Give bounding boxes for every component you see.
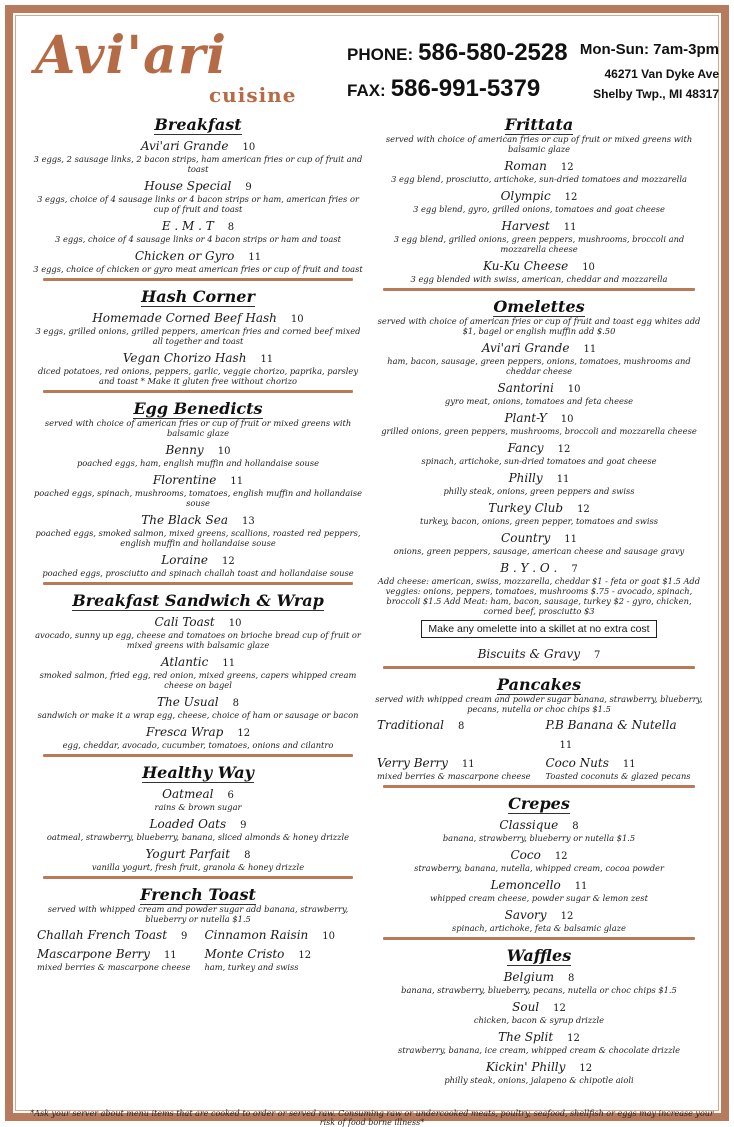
menu-item [33,691,363,720]
item-description: sandwich or make it a wrap egg, cheese, choice of ham or sausage or bacon [37,710,359,720]
section-note: served with choice of american fries or cup of fruit or mixed greens with balsamic glaze [44,418,352,438]
menu-item [373,643,705,662]
item-price: 11 [564,534,577,545]
section-divider [43,390,353,393]
item-price: 11 [563,222,577,233]
menu-item [377,752,533,781]
item-price: 11 [163,950,177,961]
section-title-text: Waffles [506,946,572,965]
menu-item [373,497,705,526]
menu-item [33,347,363,386]
item-description: smoked salmon, fried egg, red onion, mixed greens, capers whipped cream cheese on bagel [39,670,357,690]
menu-item [33,509,363,548]
menu-section [33,278,363,386]
item-price: 7 [571,564,578,575]
item-description: philly steak, onions, green peppers and swiss [443,486,635,496]
item-name: Yogurt Parfait [145,847,231,861]
item-price: 8 [227,222,235,233]
item-pair-row [33,924,363,943]
item-description: 3 eggs, choice of 4 sausage links or 4 bacon strips or ham, american fries or cup of fruit and toast [37,194,359,214]
item-name: Philly [508,471,543,485]
menu-item [545,752,701,781]
item-description: philly steak, onions, jalapeno & chipotle aioli [444,1075,634,1085]
item-name: Traditional [377,718,445,732]
item-description: ham, bacon, sausage, green peppers, onions, tomatoes, mushrooms and cheddar cheese [387,356,691,376]
item-name: Challah French Toast [37,928,168,942]
item-name: P.B Banana & Nutella [545,718,677,732]
item-description: Toasted coconuts & glazed pecans [545,771,691,781]
item-description: turkey, bacon, onions, green pepper, tomatoes and swiss [419,516,659,526]
menu-item [33,307,363,346]
section-title [33,397,363,418]
menu-item [373,185,705,214]
item-name: Fresca Wrap [145,725,224,739]
menu-item [33,245,363,274]
item-description: poached eggs, ham, english muffin and hollandaise souse [76,458,320,468]
item-name: Monte Cristo [204,947,285,961]
item-price: 12 [564,192,578,203]
item-price: 11 [583,344,597,355]
item-name: Country [501,531,551,545]
item-price: 13 [242,516,255,527]
item-name: Homemade Corned Beef Hash [92,311,277,325]
menu-item [373,966,705,995]
item-name: The Split [498,1030,554,1044]
section-title [33,113,363,134]
item-name: Avi'ari Grande [140,139,229,153]
section-title [33,285,363,306]
item-description: banana, strawberry, blueberry or nutella $1.5 [442,833,636,843]
item-description: chicken, bacon & syrup drizzle [473,1015,605,1025]
section-title-text: Pancakes [497,675,581,694]
menu-item [373,255,705,284]
item-price: 9 [240,820,247,831]
menu-section [373,666,705,781]
phone-label: PHONE: [347,45,414,64]
item-name: Plant-Y [504,411,547,425]
item-description: gyro meat, onions, tomatoes and feta cheese [444,396,634,406]
menu-item [373,155,705,184]
section-title-text: Breakfast Sandwich & Wrap [72,591,324,610]
menu-item [33,549,363,578]
fax-line [347,75,540,103]
item-description: spinach, artichoke, feta & balsamic glaze [452,923,626,933]
section-note: served with choice of american fries or cup of fruit and toast egg whites add $1, bagel or english muffin add $.50 [377,316,701,336]
item-price: 9 [245,182,252,193]
item-price: 11 [574,881,588,892]
menu-item [373,874,705,903]
item-name: Vegan Chorizo Hash [122,351,247,365]
menu-item [373,844,705,873]
item-price: 10 [217,446,231,457]
item-name: Olympic [500,189,551,203]
menu-item [377,714,533,752]
item-name: Classique [499,818,559,832]
logo-main: Avi'ari [35,25,227,86]
phone-line [347,39,568,67]
item-price: 9 [181,931,188,942]
item-name: Florentine [152,473,217,487]
item-description: whipped cream cheese, powder sugar & lemon zest [430,893,648,903]
item-price: 10 [242,142,256,153]
item-name: Cinnamon Raisin [204,928,309,942]
item-description: ham, turkey and swiss [204,962,299,972]
section-title [33,761,363,782]
item-description: 3 eggs, 2 sausage links, 2 bacon strips, ham american fries or cup of fruit and toast [33,154,363,174]
item-price: 11 [461,759,475,770]
item-name: The Black Sea [141,513,228,527]
phone-number[interactable]: 586-580-2528 [418,39,568,66]
section-title [33,589,363,610]
section-title [33,883,363,904]
menu-item [33,135,363,174]
item-name: Belgium [503,970,554,984]
menu-item [33,843,363,872]
item-name: Coco Nuts [545,756,609,770]
item-price: 11 [622,759,636,770]
item-description: poached eggs, spinach, mushrooms, tomatoes, english muffin and hollandaise souse [33,488,363,508]
menu-section [33,876,363,972]
menu-section [33,113,363,274]
item-description: 3 eggs, choice of chicken or gyro meat american fries or cup of fruit and toast [33,264,363,274]
item-price: 12 [567,1033,580,1044]
skillet-note: Make any omelette into a skillet at no extra cost [421,620,656,638]
menu-item [373,1026,705,1055]
item-price: 10 [567,384,581,395]
item-price: 12 [577,504,590,515]
item-description: diced potatoes, red onions, peppers, garlic, veggie chorizo, paprika, parsley and toast * Make it gluten free without chorizo [37,366,359,386]
menu-item [37,943,192,972]
item-price: 11 [222,658,236,669]
menu-item [33,651,363,690]
item-name: Atlantic [160,655,209,669]
item-price: 8 [232,698,239,709]
item-description: poached eggs, prosciutto and spinach challah toast and hollandaise souse [42,568,354,578]
item-name: Turkey Club [488,501,564,515]
section-divider [43,754,353,757]
item-name: Loraine [161,553,209,567]
item-name: Roman [504,159,547,173]
item-name: Cali Toast [154,615,215,629]
item-description: mixed berries & mascarpone cheese [377,771,531,781]
menu-item [373,1056,705,1085]
item-price: 12 [222,556,235,567]
header [25,21,719,111]
menu-item [373,437,705,466]
item-price: 12 [554,851,568,862]
address-line1: 46271 Van Dyke Ave [604,67,719,81]
section-divider [43,876,353,879]
item-price: 12 [560,162,574,173]
item-price: 12 [298,950,312,961]
menu-section [373,937,705,1085]
section-divider [383,785,695,788]
footer-disclaimer: *Ask your server about menu items that are cooked to order or served raw. Consuming raw or undercooked meats, poultry, seafood, shellfish or eggs may increase your risk of food borne illness* [30,1109,714,1127]
item-price: 11 [248,252,262,263]
item-name: Verry Berry [377,756,448,770]
section-title-text: Healthy Way [142,763,254,782]
item-description: Add cheese: american, swiss, mozzarella, cheddar $1 - feta or goat $1.5 Add veggies: onions, peppers, tomatoes, mushrooms $.75 - avocado, spinach, broccoli $1.5 Add Meat: ham, bacon, sausage, turkey $2 - gyro, chicken, corned beef, prosciutto $3 [377,576,701,616]
item-pair-row [373,714,705,752]
menu-item [373,814,705,843]
item-name: Kickin' Philly [485,1060,566,1074]
item-name: Soul [512,1000,540,1014]
item-description: 3 egg blend, gyro, grilled onions, tomatoes and goat cheese [413,204,665,214]
item-name: Savory [504,908,547,922]
logo [35,25,335,115]
item-description: grilled onions, green peppers, mushrooms, broccoli and mozzarella cheese [381,426,697,436]
section-title-text: Breakfast [154,115,242,134]
section-title-text: French Toast [140,885,256,904]
item-price: 8 [458,721,465,732]
item-price: 10 [290,314,304,325]
item-description: rains & brown sugar [154,802,242,812]
address-line2: Shelby Twp., MI 48317 [593,87,719,101]
menu-item [373,996,705,1025]
menu-item [33,439,363,468]
menu-item [204,924,359,943]
menu-item [33,813,363,842]
fax-label: FAX: [347,81,386,100]
menu-item [545,714,701,752]
menu-item [373,215,705,254]
section-divider [43,278,353,281]
item-price: 12 [237,728,251,739]
menu-item [33,215,363,244]
item-name: Chicken or Gyro [134,249,235,263]
item-description: 3 egg blend, grilled onions, green peppers, mushrooms, broccoli and mozzarella cheese [393,234,685,254]
item-description: strawberry, banana, nutella, whipped cream, cocoa powder [414,863,664,873]
item-price: 8 [244,850,251,861]
item-name: E . M . T [161,219,214,233]
menu-section [373,113,705,284]
section-note: served with choice of american fries or cup of fruit or mixed greens with balsamic glaze [385,134,693,154]
item-price: 12 [553,1003,566,1014]
item-price: 12 [560,911,574,922]
menu-section [373,288,705,662]
menu-item [204,943,359,972]
item-name: B . Y . O . [500,561,558,575]
item-price: 8 [572,821,579,832]
menu-item [37,924,192,943]
item-name: Ku-Ku Cheese [483,259,569,273]
section-divider [383,666,695,669]
right-column [373,113,705,1085]
item-price: 10 [228,618,242,629]
item-description: spinach, artichoke, sun-dried tomatoes and goat cheese [421,456,657,466]
menu-item [33,721,363,750]
item-name: House Special [144,179,232,193]
section-note: served with whipped cream and powder sugar banana, strawberry, blueberry, pecans, nutella or choc chips $1.5 [375,694,703,714]
section-divider [43,582,353,585]
item-price: 12 [579,1063,593,1074]
item-name: The Usual [156,695,219,709]
section-title-text: Frittata [504,115,574,134]
section-divider [383,937,695,940]
item-name: Harvest [501,219,550,233]
item-name: Loaded Oats [149,817,227,831]
item-description: 3 egg blend, prosciutto, artichoke, sun-dried tomatoes and mozzarella [391,174,687,184]
section-title-text: Crepes [508,794,570,813]
section-title [373,792,705,813]
hours: Mon-Sun: 7am-3pm [579,41,719,58]
section-title [373,113,705,134]
item-description: strawberry, banana, ice cream, whipped cream & chocolate drizzle [397,1045,681,1055]
item-price: 10 [322,931,335,942]
item-price: 6 [227,790,234,801]
item-price: 12 [557,444,571,455]
item-description: mixed berries & mascarpone cheese [37,962,191,972]
menu-item [373,527,705,556]
item-price: 11 [559,740,573,751]
item-price: 11 [230,476,244,487]
menu-item [33,611,363,650]
menu-section [373,785,705,933]
left-column [33,113,363,972]
item-description: vanilla yogurt, fresh fruit, granola & honey drizzle [91,862,305,872]
menu-item [33,469,363,508]
item-description: oatmeal, strawberry, blueberry, banana, sliced almonds & honey drizzle [46,832,350,842]
item-name: Mascarpone Berry [37,947,150,961]
item-name: Santorini [497,381,554,395]
menu-item [33,175,363,214]
item-price: 10 [560,414,574,425]
item-price: 10 [582,262,595,273]
item-name: Avi'ari Grande [481,341,570,355]
menu-item [373,407,705,436]
menu-item [373,467,705,496]
item-description: avocado, sunny up egg, cheese and tomatoes on brioche bread cup of fruit or mixed greens with balsamic glaze [35,630,361,650]
item-description: 3 egg blended with swiss, american, cheddar and mozzarella [410,274,668,284]
item-name: Lemoncello [490,878,561,892]
menu-item [373,377,705,406]
item-price: 7 [594,650,601,661]
item-description: 3 eggs, grilled onions, grilled peppers, american fries and corned beef mixed all together and toast [35,326,361,346]
item-name: Biscuits & Gravy [477,647,581,661]
item-price: 8 [568,973,575,984]
item-pair-row [33,943,363,972]
section-title [373,944,705,965]
item-name: Coco [510,848,541,862]
item-pair-row [373,752,705,781]
menu-item [373,337,705,376]
item-description: 3 eggs, choice of 4 sausage links or 4 bacon strips or ham and toast [55,234,341,244]
section-title-text: Omelettes [493,297,585,316]
section-title-text: Egg Benedicts [133,399,263,418]
section-title [373,673,705,694]
menu-item [373,557,705,616]
menu-section [33,582,363,750]
menu-section [33,754,363,872]
menu-page [5,5,729,1127]
item-description: poached eggs, smoked salmon, mixed greens, scallions, roasted red peppers, english muffin and hollandaise souse [35,528,361,548]
item-description: onions, green peppers, sausage, american cheese and sausage gravy [393,546,685,556]
item-name: Benny [165,443,204,457]
item-price: 11 [260,354,274,365]
item-name: Fancy [507,441,544,455]
item-price: 11 [556,474,570,485]
item-name: Oatmeal [162,787,214,801]
section-divider [383,288,695,291]
section-title-text: Hash Corner [141,287,255,306]
item-description: egg, cheddar, avocado, cucumber, tomatoes, onions and cilantro [62,740,334,750]
section-title [373,295,705,316]
menu-item [33,783,363,812]
section-note: served with whipped cream and powder sugar add banana, strawberry, blueberry or nutella $1.5 [47,904,349,924]
logo-sub: cuisine [209,83,297,107]
item-description: banana, strawberry, blueberry, pecans, nutella or choc chips $1.5 [401,985,677,995]
fax-number: 586-991-5379 [390,75,541,102]
menu-section [33,390,363,578]
menu-item [373,904,705,933]
